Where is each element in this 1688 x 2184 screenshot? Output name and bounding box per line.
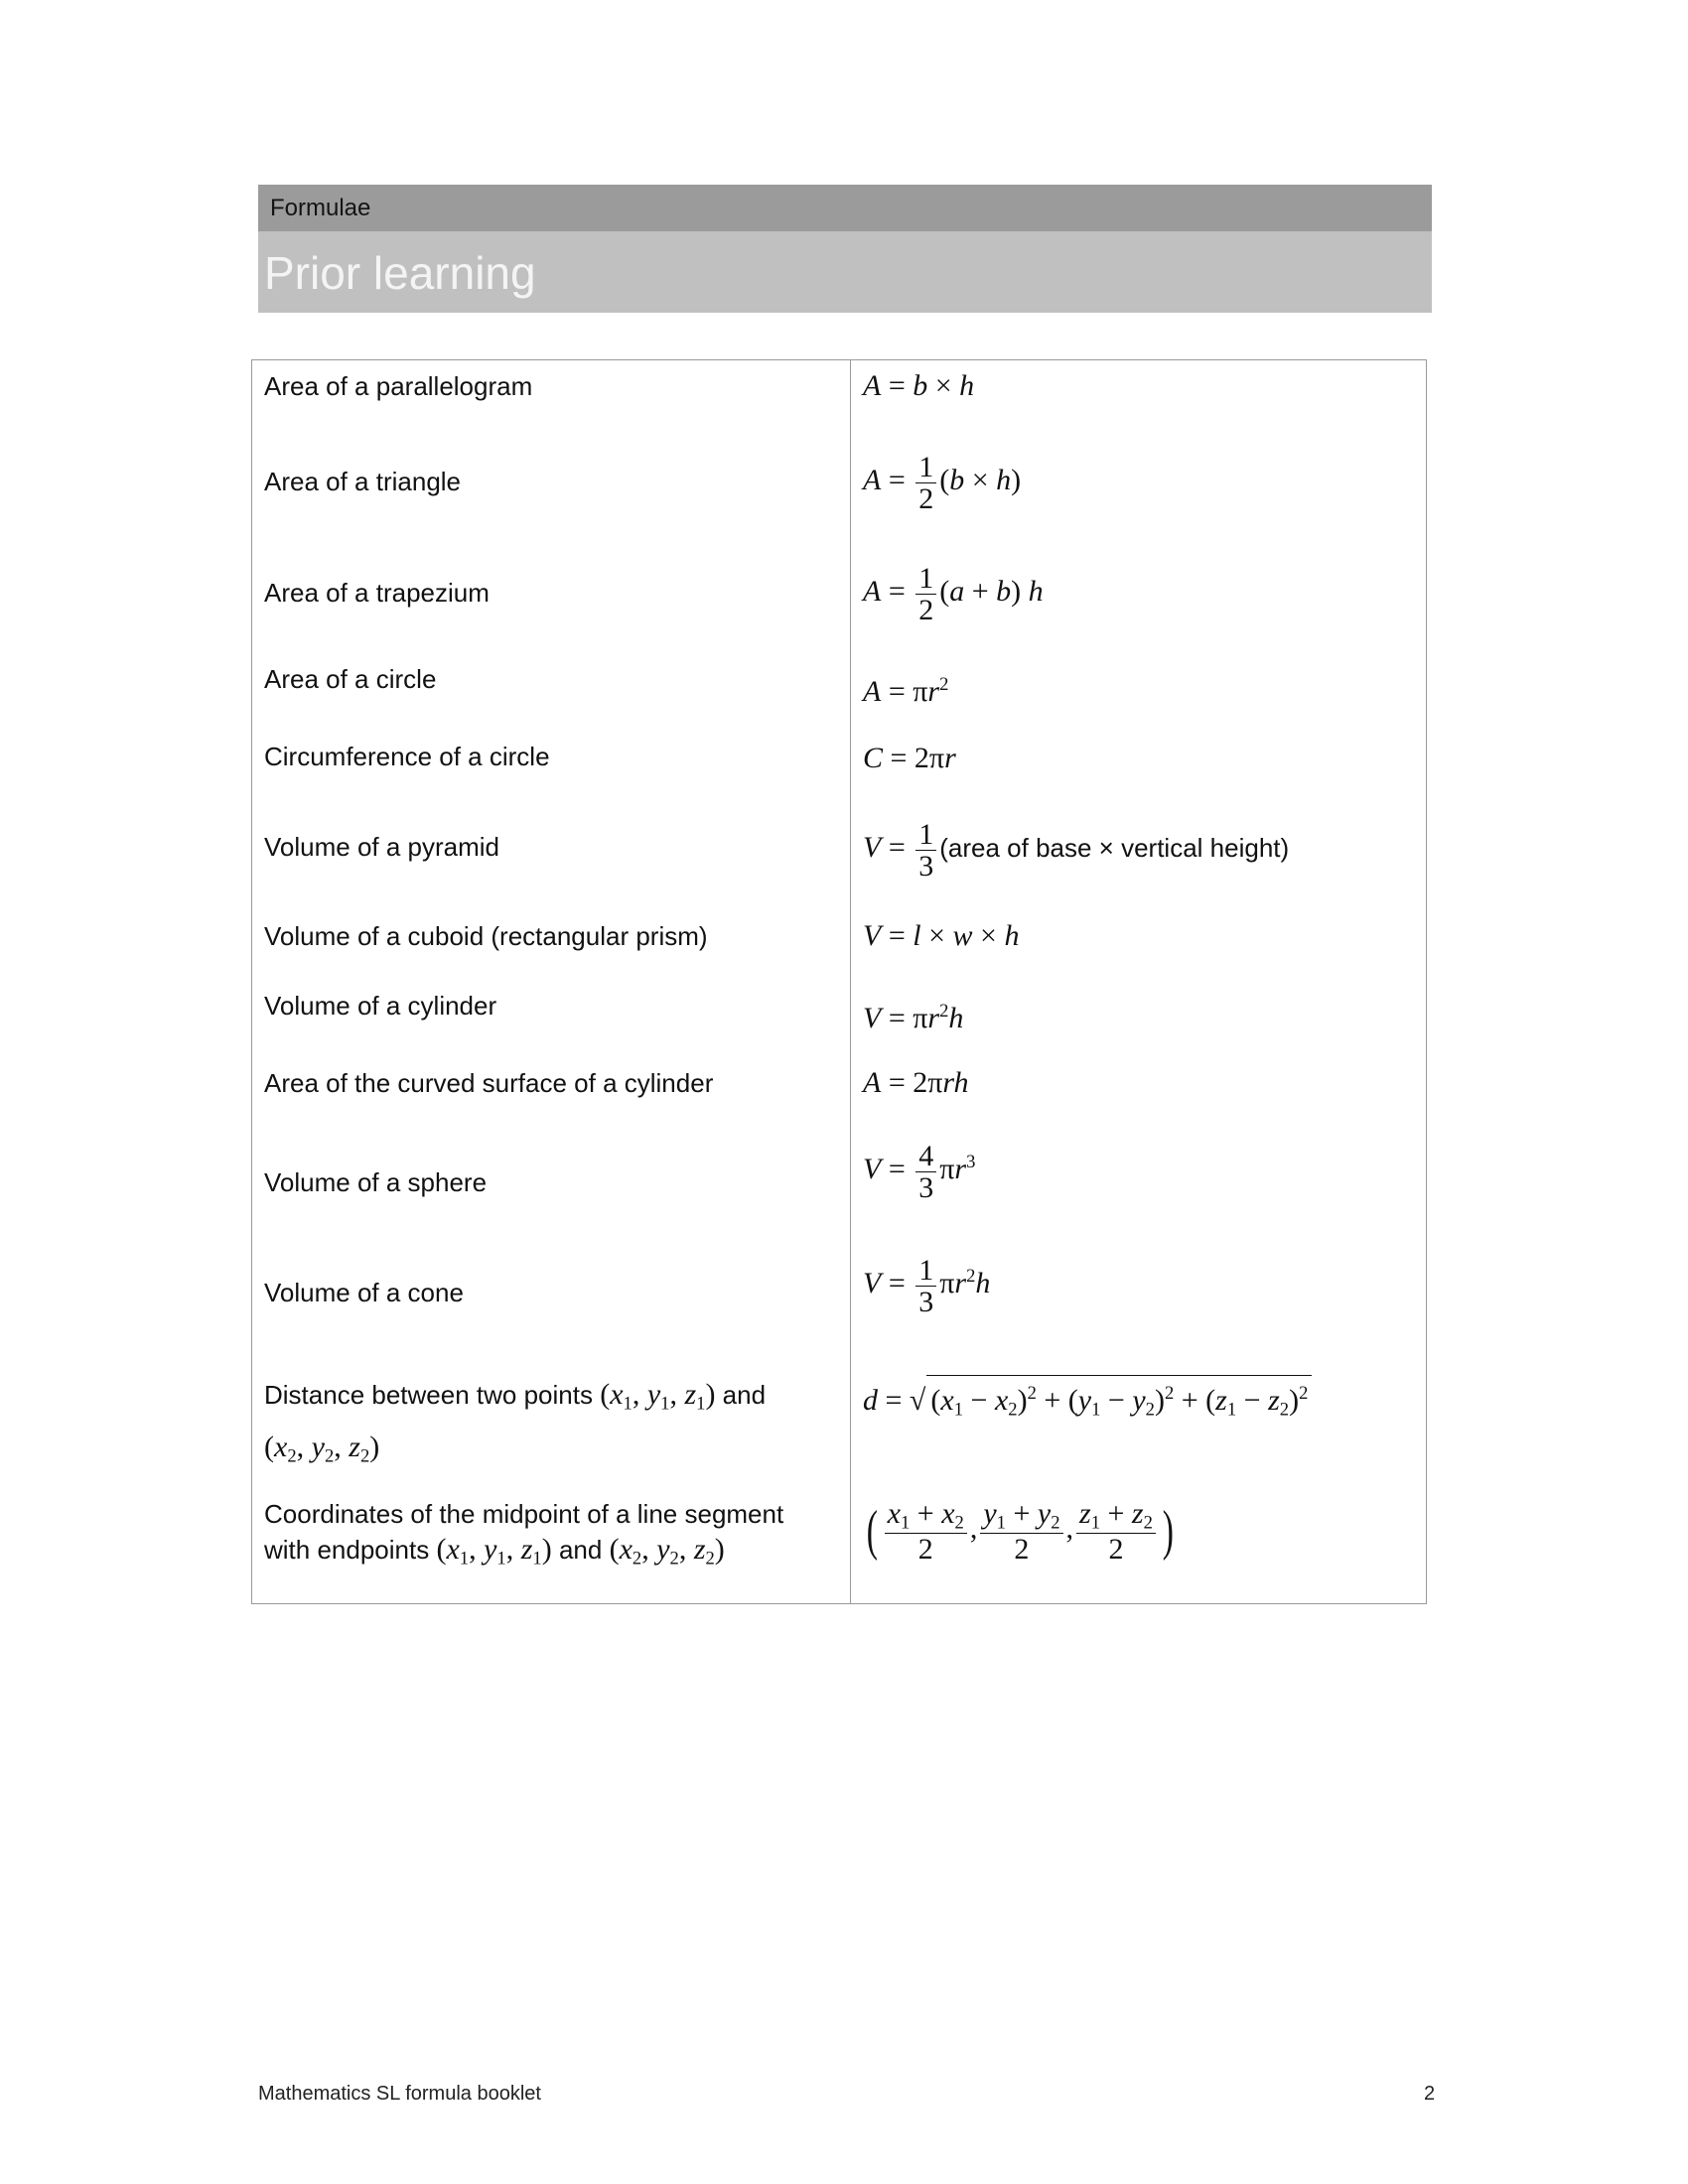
table-row: Distance between two points ($x_1$, $y_1$, $z_1$) and ($x_2$, $y_2$, $z_2$) d = √ $(x_1 - x_2)^2 + (y_1 - y_2)^2 + (z_1 - z_2)^2$	[252, 1357, 1427, 1484]
formula-label: Area of a trapezium	[264, 577, 490, 608]
formula-label: Distance between two points	[264, 1379, 593, 1410]
table-row	[252, 984, 1427, 1061]
table-row	[252, 657, 1427, 735]
page-number: 2	[1424, 2083, 1436, 2105]
formula-label: Volume of a pyramid	[264, 831, 500, 862]
formula-label: Volume of a cylinder	[264, 990, 497, 1021]
formula-pyramid: V = $\frac{1}{3}$ (area of base × vertical height)	[863, 817, 1290, 883]
formula-label: Area of a triangle	[264, 466, 462, 496]
formula-distance: d = √ $(x_1 - x_2)^2 + (y_1 - y_2)^2 + (z_1 - z_2)^2$	[863, 1384, 1312, 1417]
formula-label: Area of a parallelogram	[264, 371, 533, 401]
formula-label: Volume of a sphere	[264, 1166, 488, 1197]
table-row	[252, 1141, 1427, 1255]
formula-circumference: C = 2πr	[863, 741, 956, 774]
formula-curved-surface: A = 2πrh	[863, 1065, 969, 1099]
formula-triangle: A = $\frac{1}{2}$ (b × h)	[863, 450, 1022, 515]
formula-cone: V = $\frac{1}{3}$ $\pi r^2h$	[863, 1253, 991, 1318]
table-row	[252, 452, 1427, 563]
table-row	[252, 735, 1427, 819]
table-row	[252, 914, 1427, 984]
formula-label: Area of a circle	[264, 663, 437, 694]
table-row: Coordinates of the midpoint of a line segment with endpoints ($x_1$, $y_1$, $z_1$) and ($x_2$, $y_2$, $z_2$) ( $\frac{x_1 + x_2}{2}$ , $\frac{y_1 + y_2}{2}$ , $\frac{z_1 + z_2}{2}$ )	[252, 1484, 1427, 1604]
section-label: Formulae	[258, 185, 1432, 231]
table-row	[252, 563, 1427, 657]
formula-trapezium: A = $\frac{1}{2}$ (a + b) h	[863, 561, 1044, 626]
table-row	[252, 819, 1427, 914]
formula-parallelogram: A = b × h	[863, 369, 975, 402]
table-row	[252, 360, 1427, 452]
table-row	[252, 1255, 1427, 1357]
formula-label: Circumference of a circle	[264, 741, 550, 771]
formula-cylinder: $V = \pi r^2h$	[863, 1000, 964, 1034]
formula-label: Area of the curved surface of a cylinder	[264, 1067, 714, 1098]
footer-title: Mathematics SL formula booklet	[258, 2083, 541, 2105]
formula-table	[251, 359, 1427, 1604]
formula-sphere: V = $\frac{4}{3}$ $\pi r^3$	[863, 1139, 976, 1204]
page-title: Prior learning	[258, 231, 1432, 313]
formula-cuboid: V = l × w × h	[863, 918, 1020, 952]
formula-label: Volume of a cone	[264, 1277, 464, 1307]
table-row	[252, 1061, 1427, 1141]
formula-circle-area: $A = \pi r^2$	[863, 673, 949, 708]
formula-label: Coordinates of the midpoint of a line segment	[264, 1498, 784, 1529]
formula-label: Volume of a cuboid (rectangular prism)	[264, 920, 708, 951]
formula-midpoint: ( $\frac{x_1 + x_2}{2}$ , $\frac{y_1 + y_2}{2}$ , $\frac{z_1 + z_2}{2}$ )	[866, 1496, 1174, 1566]
